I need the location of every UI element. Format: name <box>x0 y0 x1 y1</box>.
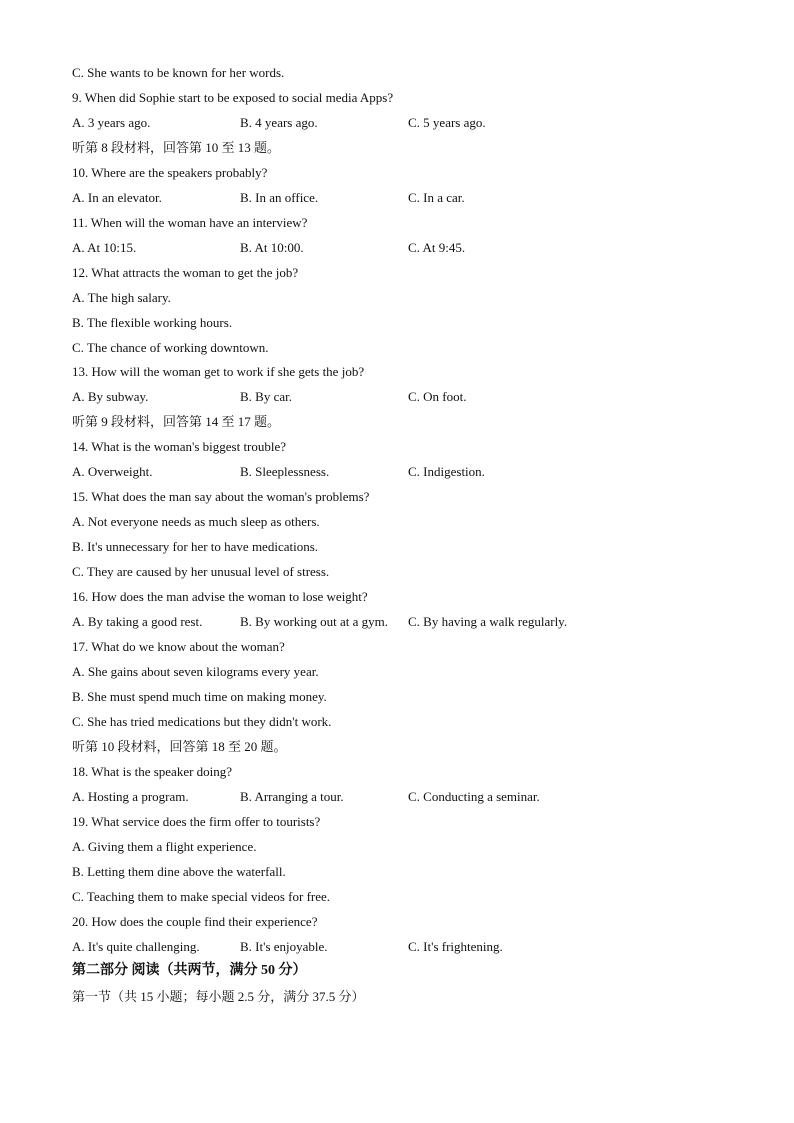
q9-option-a: A. 3 years ago. <box>72 115 151 130</box>
q17-option-c: C. She has tried medications but they didn't work. <box>72 714 332 729</box>
q13-option-b: B. By car. <box>240 389 292 404</box>
q18-option-a: A. Hosting a program. <box>72 789 189 804</box>
q20-option-b: B. It's enjoyable. <box>240 939 328 954</box>
q12-option-c: C. The chance of working downtown. <box>72 340 269 355</box>
q16-question: 16. How does the man advise the woman to lose weight? <box>72 589 368 604</box>
part2-title: 第二部分 阅读（共两节，满分 50 分） <box>72 963 307 978</box>
q18-option-b: B. Arranging a tour. <box>240 789 344 804</box>
q19-option-b: B. Letting them dine above the waterfall. <box>72 864 286 879</box>
q17-option-b: B. She must spend much time on making money. <box>72 689 327 704</box>
q10-option-b: B. In an office. <box>240 190 319 205</box>
q10-option-c: C. In a car. <box>408 190 465 205</box>
q15-option-c: C. They are caused by her unusual level of stress. <box>72 564 330 579</box>
q12-option-b: B. The flexible working hours. <box>72 315 233 330</box>
q16-option-a: A. By taking a good rest. <box>72 614 203 629</box>
q10-option-a: A. In an elevator. <box>72 190 162 205</box>
q9-option-b: B. 4 years ago. <box>240 115 318 130</box>
q10-question: 10. Where are the speakers probably? <box>72 165 268 180</box>
q15-option-b: B. It's unnecessary for her to have medications. <box>72 539 319 554</box>
q11-option-a: A. At 10:15. <box>72 240 137 255</box>
q18-option-c: C. Conducting a seminar. <box>408 789 540 804</box>
q15-option-a: A. Not everyone needs as much sleep as others. <box>72 514 320 529</box>
q14-option-c: C. Indigestion. <box>408 464 485 479</box>
q20-option-c: C. It's frightening. <box>408 939 503 954</box>
q14-option-b: B. Sleeplessness. <box>240 464 330 479</box>
q18-question: 18. What is the speaker doing? <box>72 764 233 779</box>
instruction-9: 听第 9 段材料，回答第 14 至 17 题。 <box>72 414 281 429</box>
q17-question: 17. What do we know about the woman? <box>72 639 285 654</box>
q12-option-a: A. The high salary. <box>72 290 171 305</box>
q19-option-a: A. Giving them a flight experience. <box>72 839 257 854</box>
q13-option-a: A. By subway. <box>72 389 149 404</box>
q11-question: 11. When will the woman have an interview? <box>72 215 308 230</box>
instruction-10: 听第 10 段材料，回答第 18 至 20 题。 <box>72 739 287 754</box>
q9-option-c: C. 5 years ago. <box>408 115 486 130</box>
q13-question: 13. How will the woman get to work if she gets the job? <box>72 364 365 379</box>
q8-option-c: C. She wants to be known for her words. <box>72 65 285 80</box>
q9-question: 9. When did Sophie start to be exposed to social media Apps? <box>72 90 394 105</box>
section1-title: 第一节（共 15 小题；每小题 2.5 分，满分 37.5 分） <box>72 989 365 1004</box>
q13-option-c: C. On foot. <box>408 389 467 404</box>
q20-question: 20. How does the couple find their experience? <box>72 914 318 929</box>
q11-option-c: C. At 9:45. <box>408 240 466 255</box>
q11-option-b: B. At 10:00. <box>240 240 304 255</box>
instruction-8: 听第 8 段材料，回答第 10 至 13 题。 <box>72 140 281 155</box>
q14-option-a: A. Overweight. <box>72 464 153 479</box>
q17-option-a: A. She gains about seven kilograms every year. <box>72 664 319 679</box>
q15-question: 15. What does the man say about the woman's problems? <box>72 489 370 504</box>
q16-option-b: B. By working out at a gym. <box>240 614 389 629</box>
q20-option-a: A. It's quite challenging. <box>72 939 200 954</box>
q12-question: 12. What attracts the woman to get the job? <box>72 265 299 280</box>
q19-option-c: C. Teaching them to make special videos for free. <box>72 889 331 904</box>
q14-question: 14. What is the woman's biggest trouble? <box>72 439 287 454</box>
q16-option-c: C. By having a walk regularly. <box>408 614 568 629</box>
q19-question: 19. What service does the firm offer to tourists? <box>72 814 321 829</box>
